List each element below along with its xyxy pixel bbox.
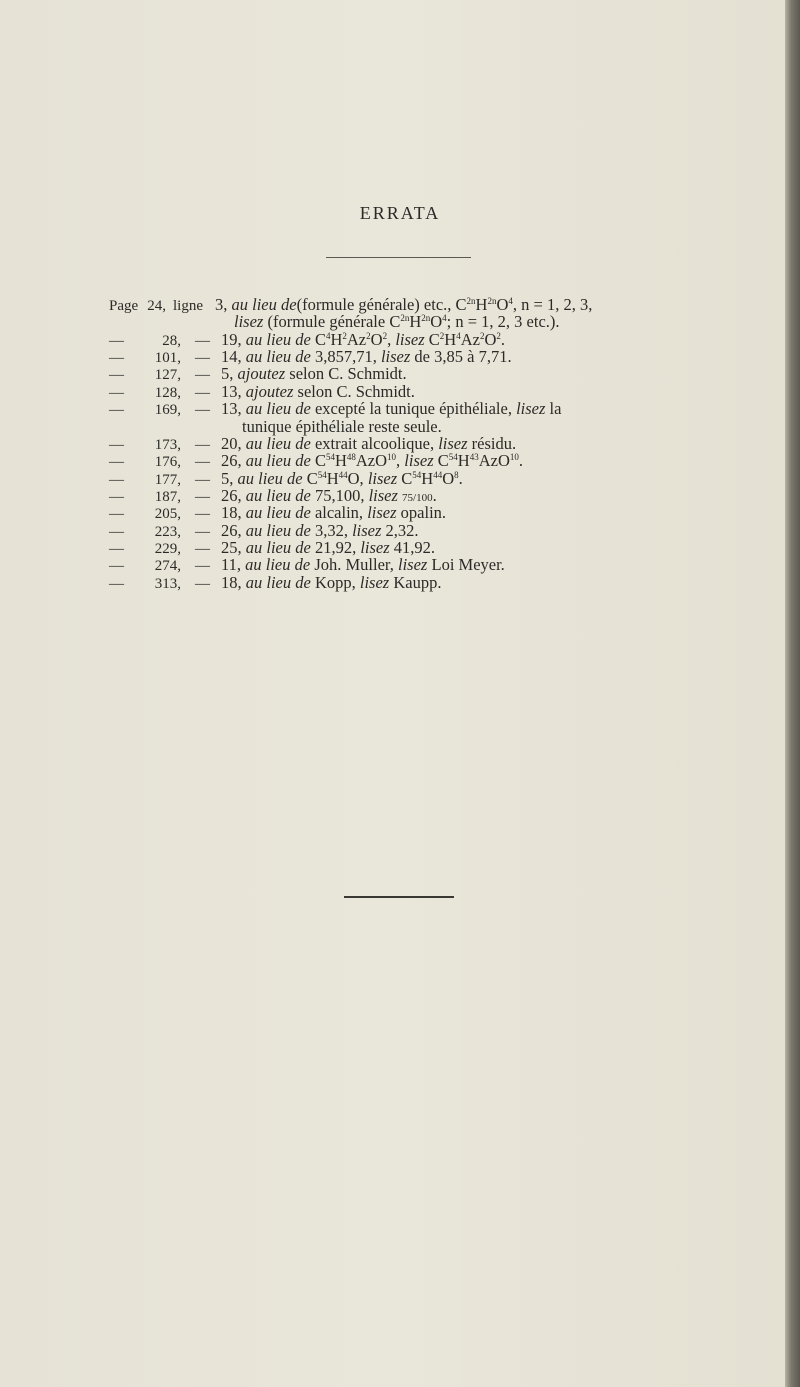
entry-label: — xyxy=(109,523,124,540)
errata-entry xyxy=(109,331,779,348)
entry-text xyxy=(221,348,779,365)
entry-dash: — xyxy=(195,523,210,540)
entry-text-part: de 3,85 à 7,71. xyxy=(410,346,512,366)
entry-text-part: 2n xyxy=(421,313,431,324)
entry-text-part: Joh. Muller, xyxy=(310,555,399,575)
entry-text-part: 2 xyxy=(479,330,485,341)
errata-list xyxy=(109,296,779,591)
entry-dash: — xyxy=(195,402,210,419)
entry-text xyxy=(221,435,779,452)
entry-text-part: 44 xyxy=(433,469,443,480)
entry-text-part: 18, xyxy=(221,572,246,592)
entry-text-part: au lieu de xyxy=(245,520,311,540)
entry-text-part: C xyxy=(302,468,318,488)
entry-dash: — xyxy=(195,367,210,384)
entry-page: 313, xyxy=(154,575,181,592)
entry-text-part: C xyxy=(424,329,440,349)
entry-label: — xyxy=(109,541,124,558)
errata-entry xyxy=(109,400,779,435)
entry-label: — xyxy=(109,575,124,592)
entry-text-part: Az xyxy=(460,329,480,349)
entry-text-part: H xyxy=(457,451,470,471)
entry-text-part: lisez xyxy=(367,503,397,523)
entry-ligne-word: ligne xyxy=(173,298,203,314)
entry-page: 177, xyxy=(154,471,181,488)
entry-text xyxy=(221,539,779,556)
entry-text-part: O xyxy=(496,295,509,314)
entry-label: Page xyxy=(109,298,139,314)
entry-text-part: H xyxy=(330,329,343,349)
entry-text-part: (formule générale) etc., C xyxy=(296,295,467,314)
entry-text-part: H xyxy=(421,468,434,488)
entry-dash: — xyxy=(195,332,210,349)
entry-text-part: 75/100 xyxy=(402,491,433,504)
entry-text-part: selon C. Schmidt. xyxy=(285,364,407,384)
entry-text-part: extrait alcoolique, xyxy=(310,433,439,453)
errata-entry xyxy=(109,348,779,365)
entry-text-part: lisez xyxy=(404,451,434,471)
entry-label: — xyxy=(109,349,124,366)
entry-page: 101, xyxy=(154,349,181,366)
entry-text xyxy=(221,574,779,591)
entry-text-part: C xyxy=(397,468,413,488)
entry-label: — xyxy=(109,384,124,401)
entry-text-part: H xyxy=(444,329,457,349)
entry-text-part: 26, xyxy=(221,485,246,505)
entry-dash: — xyxy=(195,541,210,558)
entry-text-part: 48 xyxy=(346,452,356,463)
entry-text-part: lisez xyxy=(359,572,390,592)
entry-text-part: AzO xyxy=(355,451,388,471)
entry-text-part: Kaupp. xyxy=(389,572,442,592)
entry-text-part: au lieu de xyxy=(245,433,311,453)
errata-entry xyxy=(109,504,779,521)
entry-text-part: 41,92. xyxy=(389,538,436,558)
entry-text-part: . xyxy=(518,451,523,471)
entry-text-part: 4 xyxy=(508,296,513,306)
entry-text-part: lisez xyxy=(367,468,398,488)
errata-entry xyxy=(109,296,779,331)
entry-text-part: Kopp, xyxy=(310,572,360,592)
entry-page: 169, xyxy=(154,402,181,419)
entry-text-part: O xyxy=(442,468,455,488)
entry-dash: — xyxy=(195,506,210,523)
entry-text-part: 26, xyxy=(221,520,246,540)
entry-text xyxy=(221,365,779,382)
entry-text-part: au lieu de xyxy=(245,503,311,523)
entry-label: — xyxy=(109,367,124,384)
entry-text-part: 21,92, xyxy=(310,538,361,558)
entry-text-part: lisez xyxy=(368,485,398,505)
entry-text-part: C xyxy=(310,329,326,349)
entry-text-part: résidu. xyxy=(467,433,517,453)
entry-text-part: 2n xyxy=(466,296,476,306)
errata-entry xyxy=(109,487,779,504)
entry-text-part: , xyxy=(387,329,396,349)
entry-text-part: 10 xyxy=(509,452,519,463)
entry-text-part: 8 xyxy=(454,469,459,480)
entry-text-part: Loi Meyer. xyxy=(427,555,505,575)
entry-page: 28, xyxy=(162,332,181,349)
entry-text xyxy=(221,522,779,539)
entry-text-part: ; n = 1, 2, 3 etc.). xyxy=(446,312,560,332)
entry-text-part: alcalin, xyxy=(310,503,368,523)
entry-page: 205, xyxy=(154,506,181,523)
entry-text-part: 4 xyxy=(442,313,447,324)
entry-text-part: 3,32, xyxy=(310,520,353,540)
errata-entry xyxy=(109,383,779,400)
entry-text-part: 75,100, xyxy=(310,485,369,505)
entry-label: — xyxy=(109,558,124,575)
entry-text-part: 54 xyxy=(325,452,335,463)
entry-text-part: au lieu de xyxy=(245,451,311,471)
entry-dash: — xyxy=(195,488,210,505)
entry-text-part: lisez xyxy=(438,433,468,453)
entry-page: 187, xyxy=(154,488,181,505)
page-title: ERRATA xyxy=(359,203,441,223)
entry-text-part: au lieu de xyxy=(245,485,311,505)
entry-text-part: au lieu de xyxy=(245,346,311,366)
entry-text-part: 5, xyxy=(221,468,238,488)
entry-text-part: tunique épithéliale reste seule. xyxy=(242,416,442,436)
entry-page: 229, xyxy=(154,541,181,558)
entry-text-part: ajoutez xyxy=(245,381,294,401)
entry-text-part: 2,32. xyxy=(381,520,419,540)
entry-text-part: 54 xyxy=(448,452,458,463)
entry-text-part: C xyxy=(310,451,326,471)
entry-text-part: , n = 1, 2, 3, xyxy=(512,295,593,314)
entry-text-part: au lieu de xyxy=(245,399,311,419)
entry-text-part: au lieu de xyxy=(231,295,297,314)
entry-text-part: ajoutez xyxy=(237,364,286,384)
entry-text-part: 20, xyxy=(221,433,246,453)
entry-text xyxy=(221,383,779,400)
entry-text-part: . xyxy=(458,468,463,488)
entry-text-part: lisez xyxy=(516,399,546,419)
entry-text-part: O, xyxy=(347,468,368,488)
entry-text-part: H xyxy=(475,295,488,314)
entry-text-part: 25, xyxy=(221,538,246,558)
end-rule xyxy=(344,896,454,898)
entry-text-part: 2 xyxy=(382,330,388,341)
entry-text-part: lisez xyxy=(360,538,390,558)
entry-text-part: Az xyxy=(346,329,367,349)
entry-text-part: 54 xyxy=(412,469,422,480)
entry-text-part: H xyxy=(409,312,422,332)
entry-text-part: lisez xyxy=(234,312,264,332)
entry-text-part: 13, xyxy=(221,381,246,401)
entry-text-part: 2 xyxy=(439,330,445,341)
entry-text-part: lisez xyxy=(352,520,382,540)
entry-text-part: 14, xyxy=(221,346,246,366)
errata-entry xyxy=(109,539,779,556)
entry-dash: — xyxy=(195,436,210,453)
errata-entry xyxy=(109,556,779,573)
entry-text-part: 43 xyxy=(469,452,479,463)
entry-label: — xyxy=(109,436,124,453)
entry-text-part: 54 xyxy=(317,469,327,480)
errata-entry xyxy=(109,365,779,382)
entry-text-part: la xyxy=(545,399,562,419)
entry-page: 127, xyxy=(154,367,181,384)
entry-dash: — xyxy=(195,558,210,575)
entry-page: 274, xyxy=(154,558,181,575)
entry-text-part: 2n xyxy=(487,296,497,306)
entry-label: — xyxy=(109,332,124,349)
entry-text-part: 2 xyxy=(496,330,501,341)
entry-text-part: H xyxy=(326,468,339,488)
errata-entry xyxy=(109,435,779,452)
entry-text-part: C xyxy=(433,451,449,471)
entry-text xyxy=(221,470,779,487)
entry-dash: — xyxy=(195,575,210,592)
entry-text-part: 2 xyxy=(366,330,371,341)
entry-text-part: 44 xyxy=(338,469,348,480)
entry-text-part: 19, xyxy=(221,329,246,349)
entry-text-part: . xyxy=(500,329,506,349)
entry-label: — xyxy=(109,506,124,523)
entry-text-part: , xyxy=(396,451,405,471)
entry-dash: — xyxy=(195,349,210,366)
entry-dash: — xyxy=(195,471,210,488)
entry-text-part: 26, xyxy=(221,451,246,471)
entry-text-part: O xyxy=(484,329,497,349)
entry-text-part: lisez xyxy=(398,555,428,575)
entry-page: 223, xyxy=(154,523,181,540)
entry-text-part: au lieu de xyxy=(245,329,311,349)
entry-text-part: (formule générale C xyxy=(263,312,401,332)
entry-text xyxy=(221,556,779,573)
entry-text-part: . xyxy=(432,485,437,505)
entry-label: — xyxy=(109,454,124,471)
entry-page: 128, xyxy=(154,384,181,401)
entry-text-part: au lieu de xyxy=(245,538,311,558)
entry-text-part: AzO xyxy=(478,451,510,471)
entry-text xyxy=(221,452,779,469)
errata-entry xyxy=(109,452,779,469)
errata-entry xyxy=(109,574,779,591)
entry-text-part: 10 xyxy=(387,452,397,463)
entry-page: 176, xyxy=(154,454,181,471)
entry-text xyxy=(221,331,779,348)
entry-text xyxy=(221,504,779,521)
entry-dash: — xyxy=(195,454,210,471)
entry-text-part: 3, xyxy=(215,295,232,314)
entry-text-part: H xyxy=(334,451,347,471)
entry-text-part: 11, xyxy=(221,555,246,575)
entry-text-part: 4 xyxy=(456,330,461,341)
entry-text-part: selon C. Schmidt. xyxy=(293,381,415,401)
entry-text-part: excepté la tunique épithéliale, xyxy=(310,399,517,419)
entry-text-part: O xyxy=(370,329,383,349)
entry-label: — xyxy=(109,488,124,505)
entry-text-part: au lieu de xyxy=(245,555,311,575)
entry-page: 173, xyxy=(154,436,181,453)
entry-text-part: lisez xyxy=(395,329,425,349)
entry-dash: — xyxy=(195,384,210,401)
entry-text-part: 2n xyxy=(400,313,410,324)
entry-text-part: 13, xyxy=(221,399,246,419)
title-rule xyxy=(326,257,471,258)
entry-text-part: lisez xyxy=(380,346,411,366)
entry-label: — xyxy=(109,402,124,419)
entry-text xyxy=(221,400,779,435)
errata-entry xyxy=(109,522,779,539)
entry-text-part: au lieu de xyxy=(237,468,303,488)
entry-text-part: 3,857,71, xyxy=(310,346,381,366)
entry-page: 24, xyxy=(147,298,166,314)
entry-text-part: au lieu de xyxy=(245,572,311,592)
entry-label: — xyxy=(109,471,124,488)
errata-entry xyxy=(109,470,779,487)
entry-text-part: 4 xyxy=(325,330,331,341)
entry-text-part: 18, xyxy=(221,503,246,523)
entry-text-part: O xyxy=(430,312,443,332)
entry-text xyxy=(215,296,784,331)
entry-text-part: 2 xyxy=(342,330,347,341)
entry-text-part: opalin. xyxy=(396,503,447,523)
entry-text-part: 5, xyxy=(221,364,238,384)
